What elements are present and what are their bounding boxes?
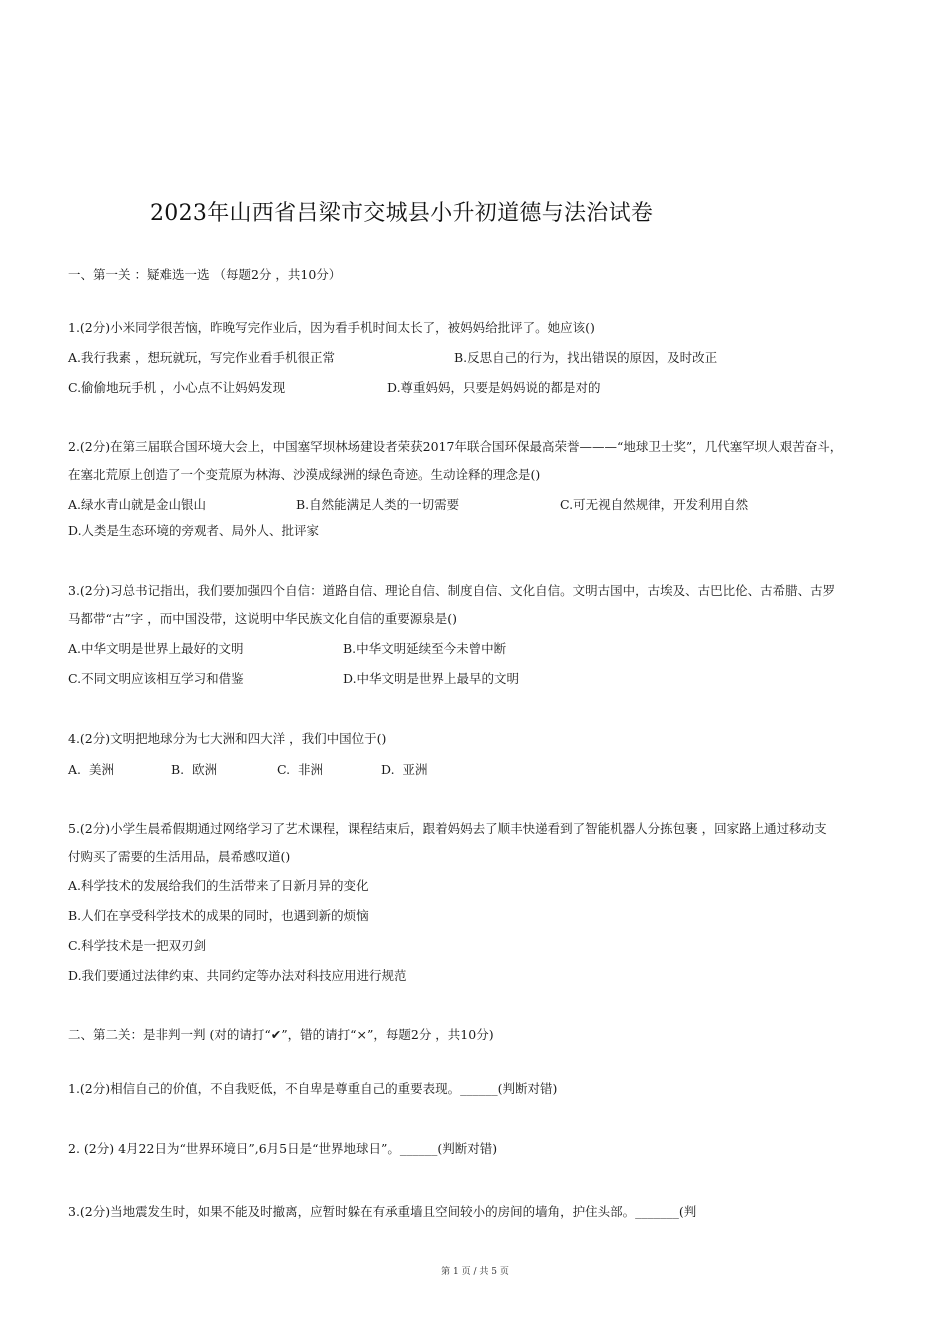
- question-5-stem-line-2: 付购买了需要的生活用品，晨希感叹道(): [68, 849, 291, 864]
- question-4-stem: 4.(2分)文明把地球分为七大洲和四大洋 ，我们中国位于(): [68, 731, 387, 746]
- question-5-option-c: C.科学技术是一把双刃剑: [68, 938, 207, 953]
- question-2-option-b: B.自然能满足人类的一切需要: [296, 497, 460, 512]
- judge-question-3: 3.(2分)当地震发生时，如果不能及时撤离，应暂时躲在有承重墙且空间较小的房间的墙角，护住头部。_______(判: [68, 1204, 697, 1219]
- judge-question-2: 2. (2分) 4月22日为“世界环境日”,6月5日是“世界地球日”。______(判断对错): [68, 1141, 498, 1156]
- question-5-option-d: D.我们要通过法律约束、共同约定等办法对科技应用进行规范: [68, 968, 407, 983]
- question-2-option-c: C.可无视自然规律，开发利用自然: [560, 497, 749, 512]
- question-2-option-a: A.绿水青山就是金山银山: [68, 497, 207, 512]
- question-1-option-c: C.偷偷地玩手机 ，小心点不让妈妈发现: [68, 380, 286, 395]
- question-1-option-a: A.我行我素 ，想玩就玩，写完作业看手机很正常: [68, 350, 335, 365]
- question-5-option-a: A.科学技术的发展给我们的生活带来了日新月异的变化: [68, 878, 369, 893]
- question-2-stem-line-2: 在塞北荒原上创造了一个变荒原为林海、沙漠成绿洲的绿色奇迹。生动诠释的理念是(): [68, 467, 541, 482]
- judge-question-1: 1.(2分)相信自己的价值，不自我贬低，不自卑是尊重自己的重要表现。______(判断对错): [68, 1081, 558, 1096]
- question-4-option-d: D. 亚洲: [381, 762, 428, 777]
- question-1-option-b: B.反思自己的行为，找出错误的原因，及时改正: [454, 350, 718, 365]
- question-5-option-b: B.人们在享受科学技术的成果的同时，也遇到新的烦恼: [68, 908, 369, 923]
- page-title: 2023年山西省吕梁市交城县小升初道德与法治试卷: [150, 201, 654, 226]
- question-4-option-c: C. 非洲: [277, 762, 324, 777]
- page-footer: 第 1 页 / 共 5 页: [441, 1267, 509, 1277]
- question-3-option-d: D.中华文明是世界上最早的文明: [343, 671, 520, 686]
- question-5-stem-line-1: 5.(2分)小学生晨希假期通过网络学习了艺术课程，课程结束后，跟着妈妈去了顺丰快递看到了智能机器人分拣包裹 ，回家路上通过移动支: [68, 821, 827, 836]
- question-4-option-a: A. 美洲: [68, 762, 114, 777]
- question-1-option-d: D.尊重妈妈，只要是妈妈说的都是对的: [387, 380, 601, 395]
- question-2-option-d: D.人类是生态环境的旁观者、局外人、批评家: [68, 523, 320, 538]
- question-3-stem-line-1: 3.(2分)习总书记指出，我们要加强四个自信：道路自信、理论自信、制度自信、文化自信。文明古国中，古埃及、古巴比伦、古希腊、古罗: [68, 583, 836, 598]
- section-1-heading: 一、第一关 ：疑难选一选 （每题2分 ，共10分）: [68, 267, 342, 282]
- question-3-option-c: C.不同文明应该相互学习和借鉴: [68, 671, 244, 686]
- question-3-option-a: A.中华文明是世界上最好的文明: [68, 641, 244, 656]
- question-2-stem-line-1: 2.(2分)在第三届联合国环境大会上，中国塞罕坝林场建设者荣获2017年联合国环保最高荣誉———“地球卫士奖”，几代塞罕坝人艰苦奋斗，: [68, 439, 843, 454]
- question-3-option-b: B.中华文明延续至今未曾中断: [343, 641, 507, 656]
- question-1-stem: 1.(2分)小米同学很苦恼，昨晚写完作业后，因为看手机时间太长了，被妈妈给批评了。她应该(): [68, 320, 595, 335]
- question-4-option-b: B. 欧洲: [171, 762, 218, 777]
- question-3-stem-line-2: 马都带“古”字 ，而中国没带，这说明中华民族文化自信的重要源泉是(): [68, 611, 458, 626]
- section-2-heading: 二、第二关：是非判一判 (对的请打“✔”，错的请打“×”，每题2分 ，共10分): [68, 1027, 494, 1042]
